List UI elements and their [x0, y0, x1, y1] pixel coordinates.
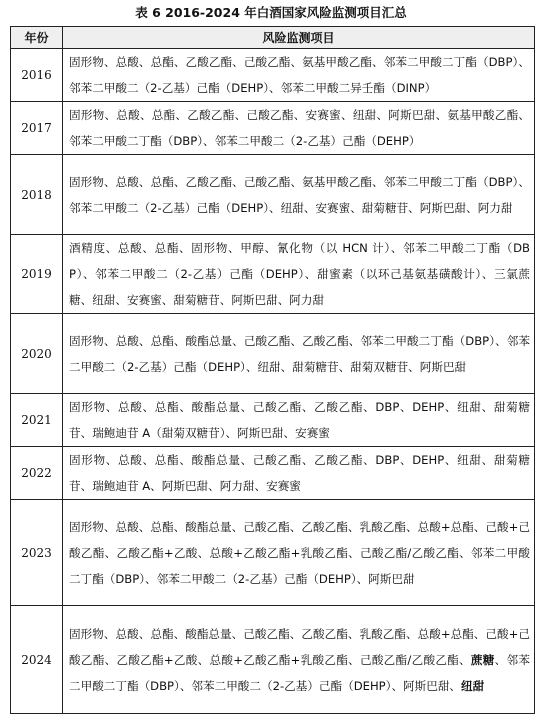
risk-monitoring-table	[10, 26, 535, 714]
items-cell: 酒精度、总酸、总酯、固形物、甲醇、氰化物（以 HCN 计）、邻苯二甲酸二丁酯（DBP）、邻苯二甲酸二（2-乙基）己酯（DEHP）、甜蜜素（以环己基氨基磺酸计）、三氯蔗糖、纽甜、安赛蜜、甜菊糖苷、阿斯巴甜、阿力甜	[63, 235, 535, 314]
item-text-bold: 纽甜	[461, 678, 485, 693]
table-row	[11, 394, 535, 447]
year-cell: 2017	[11, 102, 63, 155]
table-header-row	[11, 27, 535, 49]
year-cell: 2021	[11, 394, 63, 447]
items-cell: 固形物、总酸、总酯、酸酯总量、己酸乙酯、乙酸乙酯、邻苯二甲酸二丁酯（DBP）、邻苯二甲酸二（2-乙基）己酯（DEHP）、纽甜、甜菊糖苷、甜菊双糖苷、阿斯巴甜	[63, 314, 535, 394]
table-row	[11, 155, 535, 235]
table-row	[11, 500, 535, 606]
item-text: 、邻苯二甲酸二丁酯（DBP）、邻苯二甲酸二（2-乙基）己酯（DEHP）、阿斯巴甜、	[69, 652, 530, 693]
header-items: 风险监测项目	[63, 27, 535, 49]
year-cell: 2022	[11, 447, 63, 500]
item-text-bold: 蔗糖	[470, 652, 495, 667]
items-cell: 固形物、总酸、总酯、酸酯总量、己酸乙酯、乙酸乙酯、DBP、DEHP、纽甜、甜菊糖苷、瑞鲍迪苷 A、阿斯巴甜、阿力甜、安赛蜜	[63, 447, 535, 500]
table-row	[11, 447, 535, 500]
year-cell: 2020	[11, 314, 63, 394]
table-row	[11, 235, 535, 314]
item-text: 固形物、总酸、总酯、酸酯总量、己酸乙酯、乙酸乙酯、乳酸乙酯、总酸+总酯、己酸+己酸乙酯、乙酸乙酯+乙酸、总酸+乙酸乙酯+乳酸乙酯、己酸乙酯/乙酸乙酯、	[69, 626, 530, 667]
table-row	[11, 49, 535, 102]
year-cell: 2016	[11, 49, 63, 102]
header-year: 年份	[11, 27, 63, 49]
table-caption: 表 6 2016-2024 年白酒国家风险监测项目汇总	[135, 5, 407, 20]
items-cell	[63, 606, 535, 714]
items-cell: 固形物、总酸、总酯、酸酯总量、己酸乙酯、乙酸乙酯、DBP、DEHP、纽甜、甜菊糖苷、瑞鲍迪苷 A（甜菊双糖苷）、阿斯巴甜、安赛蜜	[63, 394, 535, 447]
table-row	[11, 606, 535, 714]
table-row	[11, 314, 535, 394]
table-row	[11, 102, 535, 155]
year-cell: 2023	[11, 500, 63, 606]
items-cell: 固形物、总酸、总酯、酸酯总量、己酸乙酯、乙酸乙酯、乳酸乙酯、总酸+总酯、己酸+己酸乙酯、乙酸乙酯+乙酸、总酸+乙酸乙酯+乳酸乙酯、己酸乙酯/乙酸乙酯、邻苯二甲酸二丁酯（DBP）、邻苯二甲酸二（2-乙基）己酯（DEHP）、阿斯巴甜	[63, 500, 535, 606]
year-cell: 2019	[11, 235, 63, 314]
items-cell: 固形物、总酸、总酯、乙酸乙酯、己酸乙酯、氨基甲酸乙酯、邻苯二甲酸二丁酯（DBP）、邻苯二甲酸二（2-乙基）己酯（DEHP）、邻苯二甲酸二异壬酯（DINP）	[63, 49, 535, 102]
year-cell: 2024	[11, 606, 63, 714]
items-cell: 固形物、总酸、总酯、乙酸乙酯、己酸乙酯、氨基甲酸乙酯、邻苯二甲酸二丁酯（DBP）、邻苯二甲酸二（2-乙基）己酯（DEHP）、纽甜、安赛蜜、甜菊糖苷、阿斯巴甜、阿力甜	[63, 155, 535, 235]
items-cell: 固形物、总酸、总酯、乙酸乙酯、己酸乙酯、安赛蜜、纽甜、阿斯巴甜、氨基甲酸乙酯、邻苯二甲酸二丁酯（DBP）、邻苯二甲酸二（2-乙基）己酯（DEHP）	[63, 102, 535, 155]
year-cell: 2018	[11, 155, 63, 235]
